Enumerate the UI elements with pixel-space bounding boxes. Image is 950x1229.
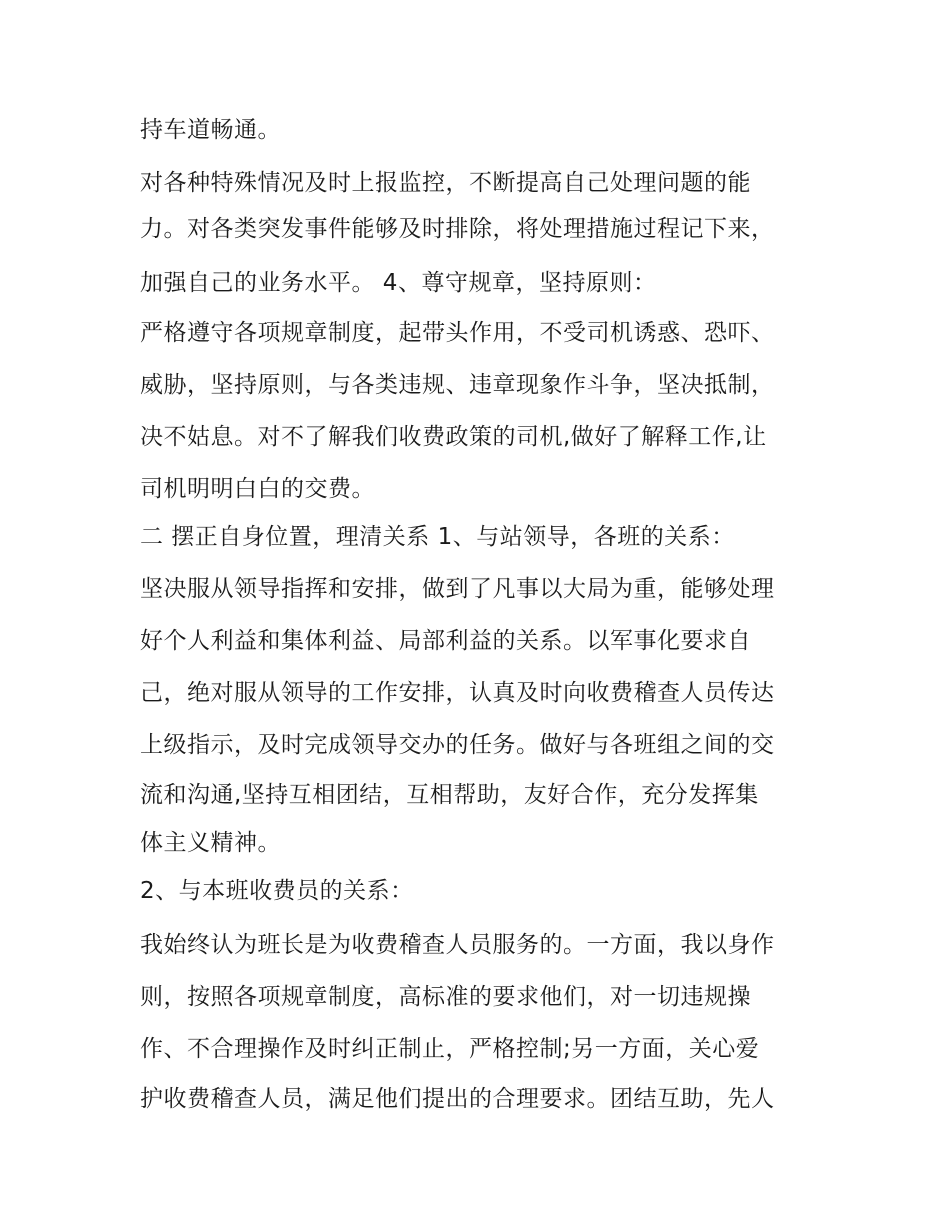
text-line: 力。对各类突发事件能够及时排除，将处理措施过程记下来， xyxy=(140,216,775,242)
text-line: 上级指示，及时完成领导交办的任务。做好与各班组之间的交 xyxy=(140,732,775,758)
text-line: 决不姑息。对不了解我们收费政策的司机,做好了解释工作,让 xyxy=(140,424,767,450)
text-line: 加强自己的业务水平。 4、尊守规章，坚持原则： xyxy=(140,270,657,296)
text-line: 坚决服从领导指挥和安排，做到了凡事以大局为重，能够处理 xyxy=(140,576,775,602)
text-line: 持车道畅通。 xyxy=(140,117,281,143)
text-line: 体主义精神。 xyxy=(140,830,281,856)
text-line: 二 摆正自身位置，理清关系 1、与站领导，各班的关系： xyxy=(140,524,735,550)
text-line: 严格遵守各项规章制度，起带头作用，不受司机诱惑、恐吓、 xyxy=(140,320,775,346)
text-line: 司机明明白白的交费。 xyxy=(140,476,375,502)
text-line: 对各种特殊情况及时上报监控，不断提高自己处理问题的能 xyxy=(140,170,751,196)
text-line: 作、不合理操作及时纠正制止，严格控制;另一方面，关心爱 xyxy=(140,1036,760,1062)
text-line: 流和沟通,坚持互相团结，互相帮助，友好合作，充分发挥集 xyxy=(140,782,759,808)
text-line: 2、与本班收费员的关系： xyxy=(140,878,414,904)
text-line: 威胁，坚持原则，与各类违规、违章现象作斗争，坚决抵制， xyxy=(140,372,775,398)
text-line: 护收费稽查人员，满足他们提出的合理要求。团结互助，先人 xyxy=(140,1086,775,1112)
text-line: 我始终认为班长是为收费稽查人员服务的。一方面，我以身作 xyxy=(140,932,775,958)
text-line: 则，按照各项规章制度，高标准的要求他们，对一切违规操 xyxy=(140,984,751,1010)
text-line: 好个人利益和集体利益、局部利益的关系。以军事化要求自 xyxy=(140,628,751,654)
text-line: 己，绝对服从领导的工作安排，认真及时向收费稽查人员传达 xyxy=(140,680,775,706)
